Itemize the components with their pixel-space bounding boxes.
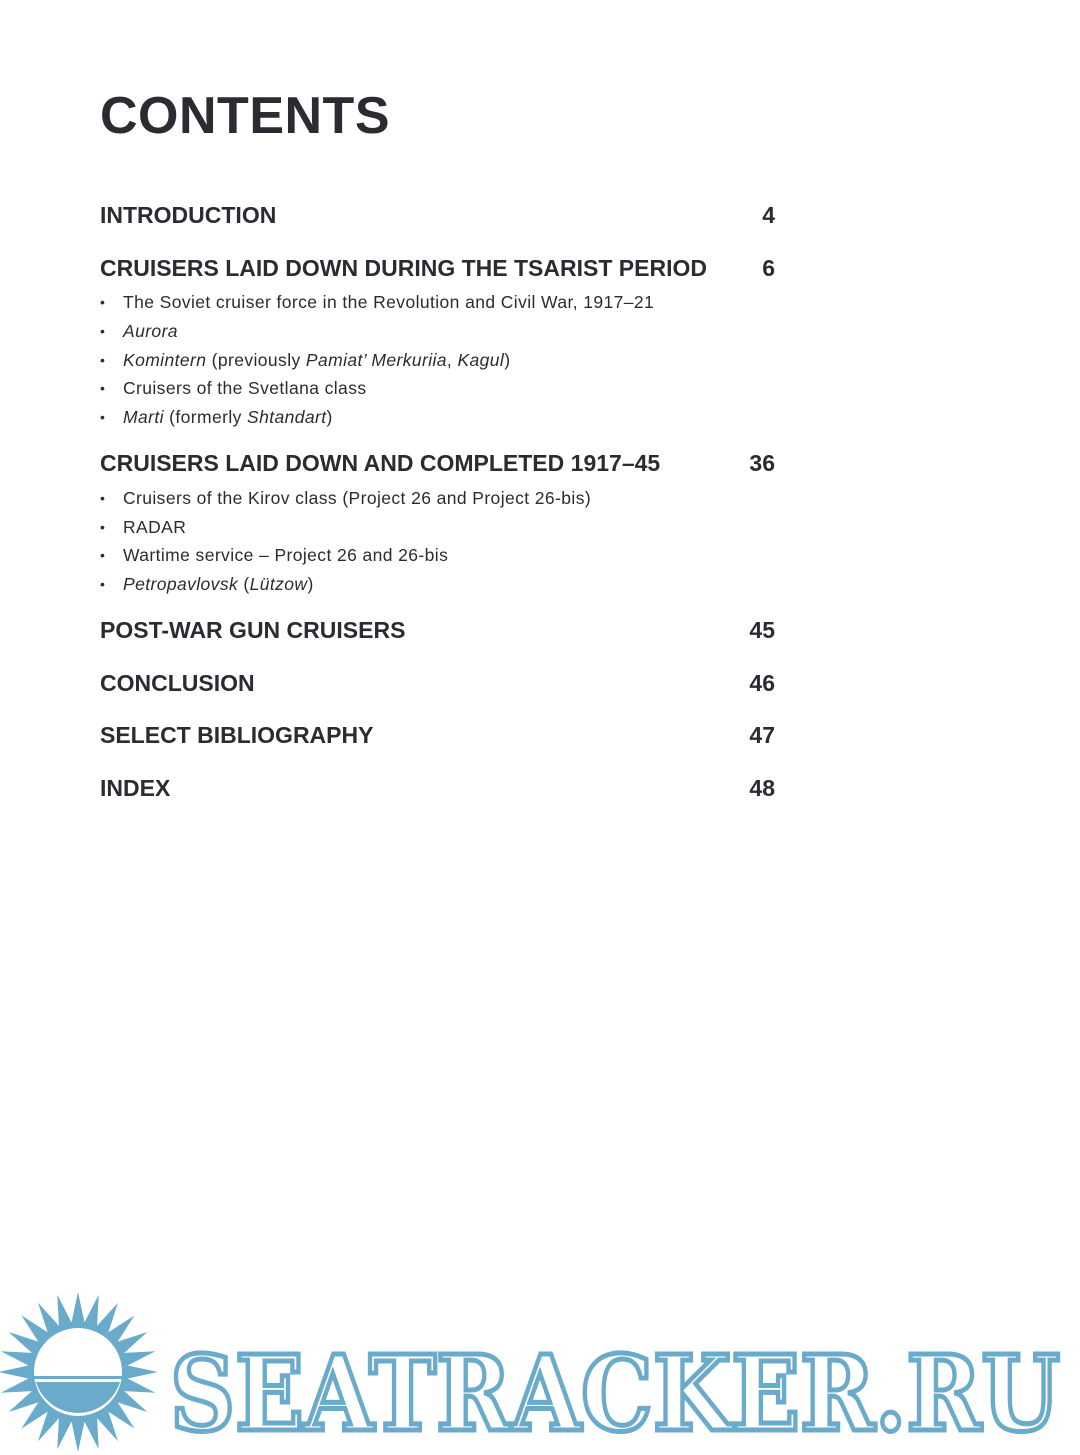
text-segment: Cruisers of the Svetlana class (123, 378, 367, 398)
toc-entry-page-number: 46 (749, 670, 775, 696)
bullet-icon: • (100, 323, 106, 339)
toc-entry[interactable] (100, 255, 775, 282)
toc-sub-item-text (123, 574, 314, 595)
watermark (0, 1290, 1080, 1455)
toc-sub-item-text (123, 517, 186, 538)
toc-entry-page-number: 4 (762, 202, 775, 228)
ship-name: Komintern (123, 350, 207, 370)
toc-entry-title: SELECT BIBLIOGRAPHY (100, 722, 374, 748)
bullet-icon: • (100, 409, 106, 425)
toc-sub-item-text (123, 292, 654, 313)
toc-entry[interactable] (100, 450, 775, 477)
ship-name: Lützow (249, 574, 308, 594)
bullet-icon: • (100, 352, 106, 368)
bullet-icon: • (100, 380, 106, 396)
page-title: CONTENTS (100, 87, 390, 145)
toc-entry-title: CRUISERS LAID DOWN AND COMPLETED 1917–45 (100, 450, 661, 476)
bullet-icon: • (100, 519, 106, 535)
toc-entry[interactable] (100, 775, 775, 802)
text-segment: Wartime service – Project 26 and 26-bis (123, 545, 449, 565)
toc-entry[interactable] (100, 670, 775, 697)
ship-name: Kagul (457, 350, 505, 370)
ship-name: Petropavlovsk (123, 574, 239, 594)
ship-name: Shtandart (247, 407, 327, 427)
toc-sub-item-text (123, 350, 510, 371)
text-segment: ) (326, 407, 333, 427)
text-segment: The Soviet cruiser force in the Revolution and Civil War, 1917–21 (123, 292, 655, 312)
toc-entry-title: INTRODUCTION (100, 202, 277, 228)
toc-sub-item-text (123, 545, 448, 566)
text-segment: (formerly (163, 407, 248, 427)
toc-entry-title: INDEX (100, 775, 171, 801)
text-segment: ( (238, 574, 250, 594)
bullet-icon: • (100, 294, 106, 310)
toc-sub-item-text (123, 378, 367, 399)
toc-entry-page-number: 45 (749, 617, 775, 643)
bullet-icon: • (100, 547, 106, 563)
toc-entry-title: POST-WAR GUN CRUISERS (100, 617, 406, 643)
text-segment: Cruisers of the Kirov class (Project 26 and Project 26-bis) (123, 488, 592, 508)
text-segment: , (446, 350, 458, 370)
watermark-text: SEATRACKER.RU (170, 1332, 1060, 1455)
text-segment: ) (504, 350, 511, 370)
toc-entry-page-number: 48 (749, 775, 775, 801)
toc-entry[interactable] (100, 722, 775, 749)
ship-name: Aurora (123, 321, 178, 341)
toc-entry-page-number: 47 (749, 722, 775, 748)
text-segment: ) (307, 574, 314, 594)
toc-entry[interactable] (100, 202, 775, 229)
ship-name: Marti (123, 407, 164, 427)
toc-entry-page-number: 36 (749, 450, 775, 476)
toc-entry-title: CRUISERS LAID DOWN DURING THE TSARIST PERIOD (100, 255, 707, 281)
toc-sub-item-text (123, 321, 178, 342)
sun-logo-icon (0, 1292, 158, 1452)
bullet-icon: • (100, 576, 106, 592)
toc-sub-item-text (123, 488, 591, 509)
bullet-icon: • (100, 490, 106, 506)
toc-sub-item-text (123, 407, 333, 428)
ship-name: Pamiat’ Merkuriia (305, 350, 447, 370)
text-segment: (previously (206, 350, 306, 370)
toc-entry[interactable] (100, 617, 775, 644)
toc-entry-page-number: 6 (762, 255, 775, 281)
toc-entry-title: CONCLUSION (100, 670, 255, 696)
text-segment: RADAR (123, 517, 187, 537)
